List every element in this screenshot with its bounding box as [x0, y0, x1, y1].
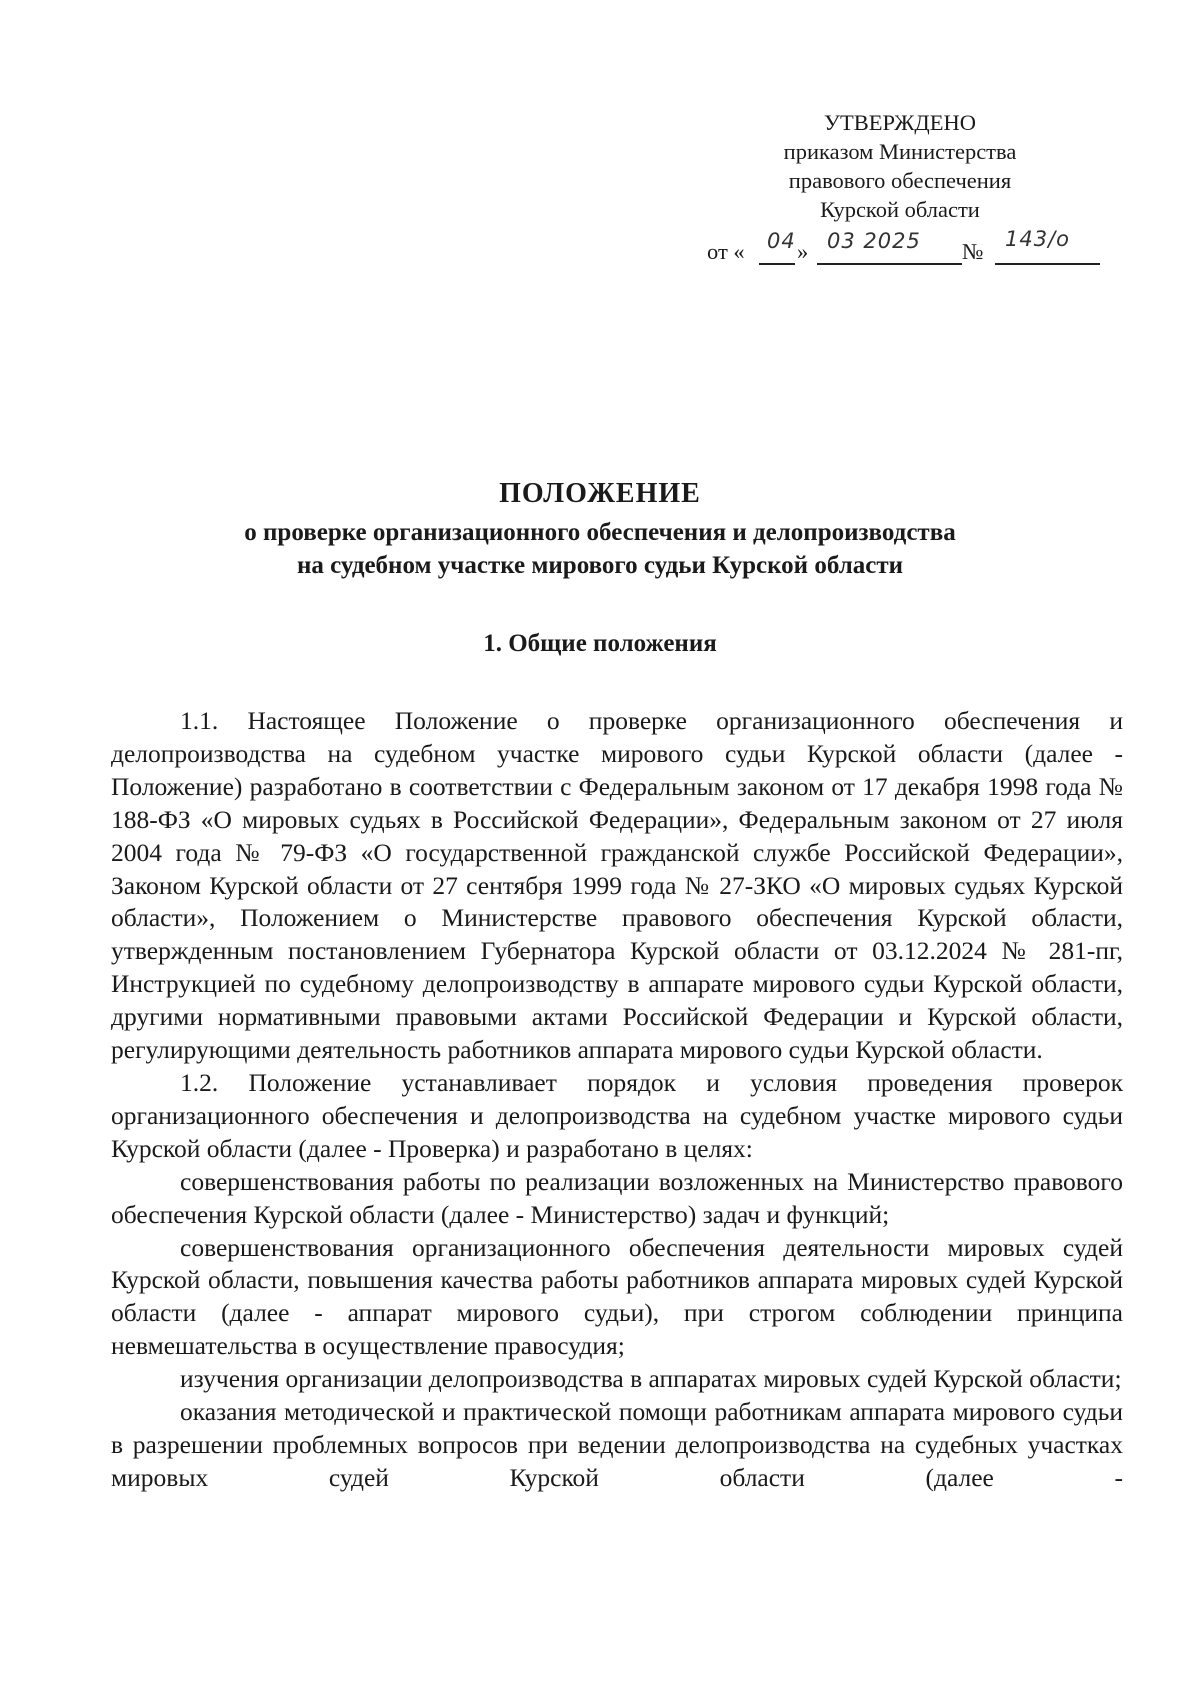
- handwritten-number: 143/о: [1005, 227, 1071, 251]
- paragraph: оказания методической и практической помощи работникам аппарата мирового судьи в разрешении проблемных вопросов при ведении делопроизводства на судебных участках мировых судей Курской области (далее -: [111, 1397, 1123, 1492]
- date-mid: »: [797, 239, 809, 264]
- document-subtitle-line: о проверке организационного обеспечения и делопроизводства: [244, 519, 956, 546]
- paragraph: совершенствования организационного обеспечения деятельности мировых судей Курской области, повышения качества работы работников аппарата мировых судей Курской области (далее - аппарат мирового судьи), при строгом соблюдении принципа невмешательства в осуществление правосудия;: [111, 1232, 1123, 1361]
- paragraph: совершенствования работы по реализации возложенных на Министерство правового обеспечения Курской области (далее - Министерство) задач и функций;: [111, 1166, 1123, 1229]
- number-label: №: [962, 239, 984, 264]
- month-year-underline: [817, 263, 962, 265]
- date-prefix: от «: [707, 239, 745, 264]
- paragraph: изучения организации делопроизводства в аппаратах мировых судей Курской области;: [180, 1364, 1122, 1394]
- document-subtitle-line: на судебном участке мирового судьи Курской области: [296, 552, 904, 579]
- approval-line: Курской области: [820, 197, 980, 222]
- handwritten-day: 04: [767, 229, 796, 253]
- day-underline: [759, 263, 795, 265]
- approval-line: правового обеспечения: [788, 168, 1012, 193]
- number-underline: [995, 263, 1100, 265]
- approval-line: приказом Министерства: [783, 139, 1017, 164]
- paragraph: 1.2. Положение устанавливает порядок и условия проведения проверок организационного обеспечения и делопроизводства на судебном участке мирового судьи Курской области (далее - Проверка) и разработано в целях:: [111, 1067, 1123, 1163]
- approval-date-line: [707, 225, 1127, 265]
- handwritten-month-year: 03 2025: [827, 229, 921, 253]
- approval-title: УТВЕРЖДЕНО: [824, 110, 976, 135]
- section-heading: 1. Общие положения: [483, 630, 717, 657]
- paragraph: 1.1. Настоящее Положение о проверке организационного обеспечения и делопроизводства на судебном участке мирового судьи Курской области (далее - Положение) разработано в соответствии с Федеральным законом от 17 декабря 1998 года № 188-ФЗ «О мировых судьях в Российской Федерации», Федеральным законом от 27 июля 2004 года № 79-ФЗ «О государственной гражданской службе Российской Федерации», Законом Курской области от 27 сентября 1999 года № 27-ЗКО «О мировых судьях Курской области», Положением о Министерстве правового обеспечения Курской области, утвержденным постановлением Губернатора Курской области от 03.12.2024 № 281-пг, Инструкцией по судебному делопроизводству в аппарате мирового судьи Курской области, другими нормативными правовыми актами Российской Федерации и Курской области, регулирующими деятельность работников аппарата мирового судьи Курской области.: [111, 706, 1123, 1065]
- approval-stamp: [690, 108, 1110, 224]
- document-body: [111, 705, 1123, 1495]
- document-title: ПОЛОЖЕНИЕ: [499, 478, 701, 509]
